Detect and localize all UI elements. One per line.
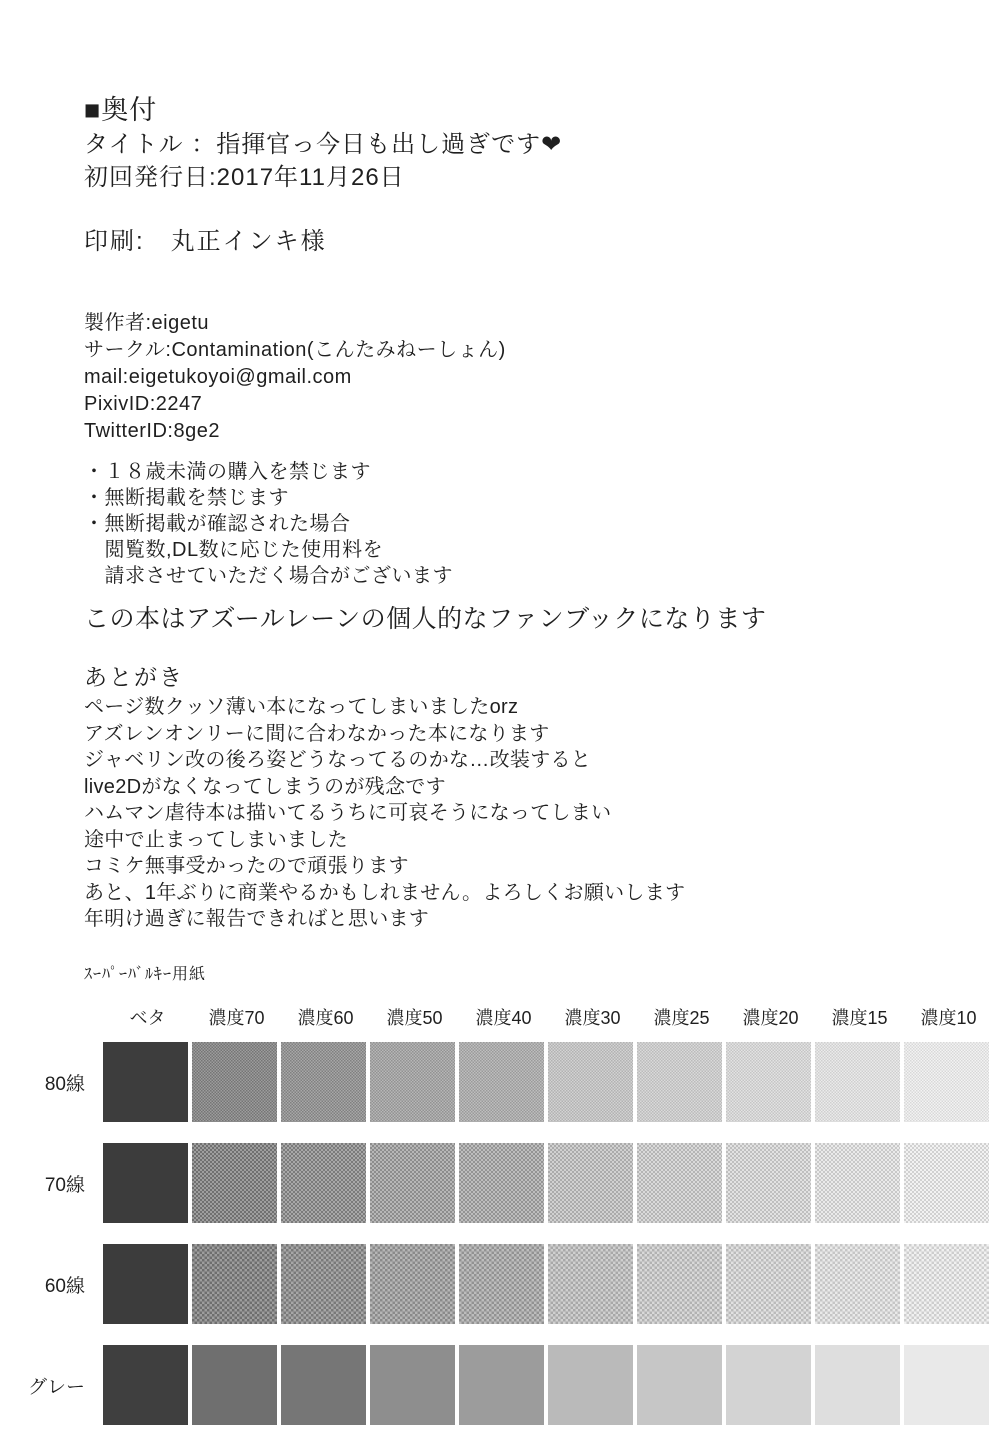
density-column-header: 濃度50 bbox=[386, 1008, 443, 1028]
fanbook-statement: この本はアズールレーンの個人的なファンブックになります bbox=[84, 605, 767, 633]
creator-info-line: PixivID:2247 bbox=[84, 393, 203, 415]
density-swatch bbox=[103, 1244, 188, 1324]
density-column-header: 濃度60 bbox=[297, 1008, 354, 1028]
density-swatch bbox=[370, 1143, 455, 1223]
density-swatch bbox=[192, 1143, 277, 1223]
density-swatch bbox=[637, 1345, 722, 1425]
paper-type-label: ｽｰﾊﾟｰﾊﾞﾙｷｰ用紙 bbox=[84, 966, 207, 983]
density-swatch bbox=[103, 1143, 188, 1223]
density-swatch bbox=[726, 1143, 811, 1223]
density-row-label: 70線 bbox=[44, 1174, 85, 1196]
density-row bbox=[0, 1143, 1000, 1223]
density-row-label: 80線 bbox=[44, 1073, 85, 1095]
notice-line: 請求させていただく場合がございます bbox=[84, 565, 453, 587]
density-swatch bbox=[459, 1042, 544, 1122]
density-swatch bbox=[904, 1143, 989, 1223]
density-column-header: 濃度15 bbox=[831, 1008, 888, 1028]
notice-line: 閲覧数,DL数に応じた使用料を bbox=[84, 539, 384, 561]
creator-info-line: mail:eigetukoyoi@gmail.com bbox=[84, 366, 352, 388]
density-swatch bbox=[103, 1345, 188, 1425]
afterword-line: あと、1年ぶりに商業やるかもしれません。よろしくお願いします bbox=[84, 881, 686, 904]
halftone-density-chart bbox=[0, 964, 1000, 1445]
density-row-label: 60線 bbox=[44, 1275, 85, 1297]
density-swatch bbox=[459, 1244, 544, 1324]
density-swatch bbox=[192, 1345, 277, 1425]
colophon-heading: ■奥付 bbox=[84, 95, 158, 125]
density-row bbox=[0, 1042, 1000, 1122]
density-swatch bbox=[192, 1244, 277, 1324]
printer-line: 印刷: 丸正インキ様 bbox=[84, 228, 327, 255]
afterword-line: live2Dがなくなってしまうのが残念です bbox=[84, 775, 446, 798]
density-swatch bbox=[281, 1345, 366, 1425]
notice-line: ・無断掲載が確認された場合 bbox=[84, 513, 351, 535]
notice-block bbox=[84, 459, 944, 589]
density-swatch bbox=[904, 1345, 989, 1425]
density-swatch bbox=[548, 1143, 633, 1223]
afterword-block bbox=[84, 694, 944, 933]
density-swatch bbox=[904, 1042, 989, 1122]
density-swatch bbox=[726, 1042, 811, 1122]
density-swatch bbox=[281, 1244, 366, 1324]
creator-info-block bbox=[84, 310, 944, 445]
density-swatch bbox=[815, 1244, 900, 1324]
afterword-line: ジャベリン改の後ろ姿どうなってるのかな…改装すると bbox=[84, 749, 592, 771]
density-column-header: 濃度40 bbox=[475, 1008, 532, 1028]
density-column-header: 濃度10 bbox=[920, 1008, 977, 1028]
colophon-section bbox=[84, 92, 944, 933]
density-swatch bbox=[726, 1244, 811, 1324]
density-swatch bbox=[370, 1244, 455, 1324]
density-row bbox=[0, 1345, 1000, 1425]
density-column-header: ベタ bbox=[129, 1008, 166, 1028]
density-swatch bbox=[815, 1345, 900, 1425]
creator-info-line: 製作者:eigetu bbox=[84, 312, 210, 334]
afterword-line: 途中で止まってしまいました bbox=[84, 828, 348, 851]
afterword-heading: あとがき bbox=[84, 664, 184, 690]
density-swatch bbox=[548, 1042, 633, 1122]
density-swatch bbox=[815, 1042, 900, 1122]
density-swatch bbox=[815, 1143, 900, 1223]
density-swatch bbox=[370, 1345, 455, 1425]
density-swatch bbox=[637, 1143, 722, 1223]
afterword-line: アズレンオンリーに間に合わなかった本になります bbox=[84, 722, 550, 745]
density-column-header: 濃度30 bbox=[564, 1008, 621, 1028]
notice-line: ・無断掲載を禁じます bbox=[84, 487, 289, 509]
density-column-header: 濃度20 bbox=[742, 1008, 799, 1028]
density-swatch bbox=[548, 1244, 633, 1324]
notice-line: ・１８歳未満の購入を禁じます bbox=[84, 461, 371, 483]
afterword-line: コミケ無事受かったので頑張ります bbox=[84, 855, 409, 877]
afterword-line: 年明け過ぎに報告できればと思います bbox=[84, 908, 430, 930]
creator-info-line: サークル:Contamination(こんたみねーしょん) bbox=[84, 339, 506, 361]
density-swatch bbox=[103, 1042, 188, 1122]
afterword-line: ハムマン虐待本は描いてるうちに可哀そうになってしまい bbox=[84, 802, 612, 824]
afterword-line: ページ数クッソ薄い本になってしまいましたorz bbox=[84, 696, 519, 718]
density-swatch bbox=[637, 1042, 722, 1122]
density-swatch bbox=[904, 1244, 989, 1324]
density-swatch bbox=[459, 1345, 544, 1425]
creator-info-line: TwitterID:8ge2 bbox=[84, 420, 220, 442]
density-swatch bbox=[459, 1143, 544, 1223]
first-print-date: 初回発行日:2017年11月26日 bbox=[84, 164, 405, 191]
density-swatch bbox=[192, 1042, 277, 1122]
density-row bbox=[0, 1244, 1000, 1324]
density-swatch bbox=[726, 1345, 811, 1425]
book-title-line: タイトル ：指揮官っ今日も出し過ぎです❤ bbox=[84, 131, 563, 158]
density-swatch bbox=[637, 1244, 722, 1324]
density-swatch bbox=[281, 1042, 366, 1122]
density-row-label: グレー bbox=[27, 1376, 85, 1398]
density-swatch bbox=[548, 1345, 633, 1425]
density-swatch bbox=[281, 1143, 366, 1223]
density-chart-header-row bbox=[0, 990, 1000, 1034]
density-column-header: 濃度25 bbox=[653, 1008, 710, 1028]
density-column-header: 濃度70 bbox=[208, 1008, 265, 1028]
density-swatch bbox=[370, 1042, 455, 1122]
density-chart-rows bbox=[0, 1042, 1000, 1425]
